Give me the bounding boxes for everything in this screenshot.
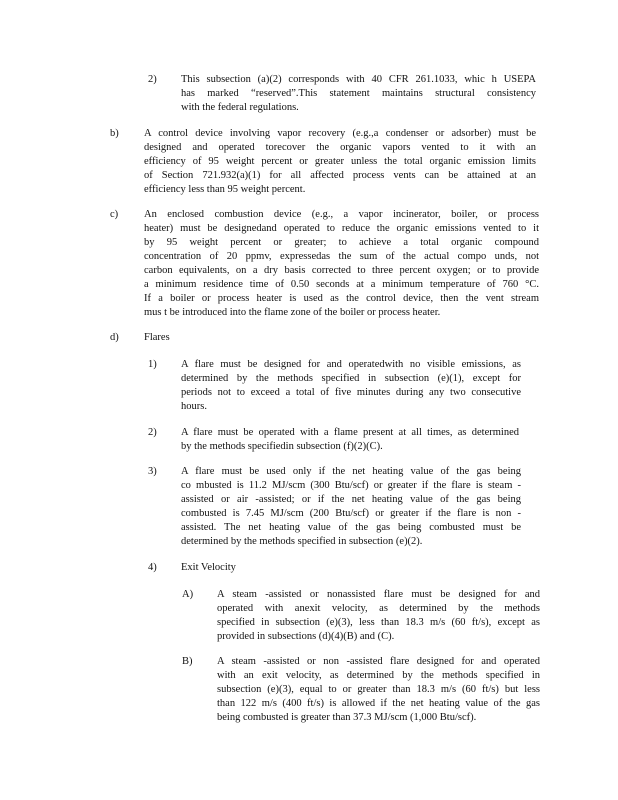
text-line: hours. <box>181 401 207 412</box>
text-line: of Section 721.932(a)(1) for all affected process vents can be attained at an <box>144 170 536 181</box>
text-line: by 95 weight percent or greater; to achieve a total organic compound <box>144 237 539 248</box>
text-line: assisted. The net heating value of the gas being combusted must be <box>181 522 521 533</box>
item-label: b) <box>110 128 119 139</box>
item-label: 4) <box>148 562 157 573</box>
text-line: An enclosed combustion device (e.g., a vapor incinerator, boiler, or process <box>144 209 539 220</box>
item-text <box>144 331 244 345</box>
text-line: This subsection (a)(2) corresponds with 40 CFR 261.1033, whic h USEPA <box>181 74 536 85</box>
text-line: efficiency less than 95 weight percent. <box>144 184 306 195</box>
text-line: co mbusted is 11.2 MJ/scm (300 Btu/scf) or greater if the flare is steam - <box>181 480 521 491</box>
text-line: designed and operated torecover the organic vapors vented to it with an <box>144 142 536 153</box>
text-line: A flare must be designed for and operatedwith no visible emissions, as <box>181 359 521 370</box>
text-line: A steam -assisted or nonassisted flare must be designed for and <box>217 589 540 600</box>
item-text <box>181 561 301 575</box>
item-label: 2) <box>148 74 157 85</box>
text-line: carbon equivalents, on a dry basis corrected to three percent oxygen; or to provide <box>144 265 539 276</box>
text-line: concentration of 20 ppmv, expressedas the sum of the actual compo unds, not <box>144 251 539 262</box>
item-text <box>217 588 540 644</box>
text-line: being combusted is greater than 37.3 MJ/scm (1,000 Btu/scf). <box>217 712 477 723</box>
text-line: with an exit velocity, as determined by the methods specified in <box>217 670 540 681</box>
item-label: c) <box>110 209 119 220</box>
text-line: A control device involving vapor recovery (e.g.,a condenser or adsorber) must be <box>144 128 536 139</box>
item-label: 1) <box>148 359 157 370</box>
text-line: Exit Velocity <box>181 562 236 573</box>
item-text <box>181 73 536 115</box>
text-line: determined by the methods specified in subsection (e)(1), except for <box>181 373 521 384</box>
item-label: d) <box>110 332 119 343</box>
text-line: A flare must be operated with a flame present at all times, as determined <box>181 427 519 438</box>
item-label: 3) <box>148 466 157 477</box>
text-line: periods not to exceed a total of five minutes during any two consecutive <box>181 387 521 398</box>
item-text <box>144 127 536 197</box>
item-label: 2) <box>148 427 157 438</box>
item-text <box>181 358 521 414</box>
item-text <box>181 426 519 454</box>
text-line: than 122 m/s (400 ft/s) is allowed if the net heating value of the gas <box>217 698 540 709</box>
text-line: a minimum residence time of 0.50 seconds at a minimum temperature of 760 °C. <box>144 279 539 290</box>
item-text <box>181 465 521 549</box>
text-line: efficiency of 95 weight percent or greater unless the total organic emission limits <box>144 156 536 167</box>
text-line: combusted is 7.45 MJ/scm (200 Btu/scf) or greater if the flare is non - <box>181 508 521 519</box>
text-line: subsection (e)(3), equal to or greater than 18.3 m/s (60 ft/s) but less <box>217 684 540 695</box>
text-line: assisted or air -assisted; or if the net heating value of the gas being <box>181 494 521 505</box>
text-line: heater) must be designedand operated to reduce the organic emissions vented to it <box>144 223 539 234</box>
text-line: with the federal regulations. <box>181 102 299 113</box>
text-line: If a boiler or process heater is used as the control device, then the vent stream <box>144 293 539 304</box>
text-line: determined by the methods specified in subsection (e)(2). <box>181 536 423 547</box>
item-text <box>144 208 539 320</box>
text-line: A flare must be used only if the net heating value of the gas being <box>181 466 521 477</box>
text-line: Flares <box>144 332 170 343</box>
item-label: A) <box>182 589 194 600</box>
item-text <box>217 655 540 725</box>
item-label: B) <box>182 656 193 667</box>
text-line: has marked “reserved”.This statement maintains structural consistency <box>181 88 536 99</box>
text-line: provided in subsections (d)(4)(B) and (C). <box>217 631 395 642</box>
text-line: by the methods specifiedin subsection (f)(2)(C). <box>181 441 383 452</box>
text-line: A steam -assisted or non -assisted flare designed for and operated <box>217 656 540 667</box>
text-line: operated with anexit velocity, as determined by the methods <box>217 603 540 614</box>
text-line: mus t be introduced into the flame zone of the boiler or process heater. <box>144 307 441 318</box>
text-line: specified in subsection (e)(3), less than 18.3 m/s (60 ft/s), except as <box>217 617 540 628</box>
